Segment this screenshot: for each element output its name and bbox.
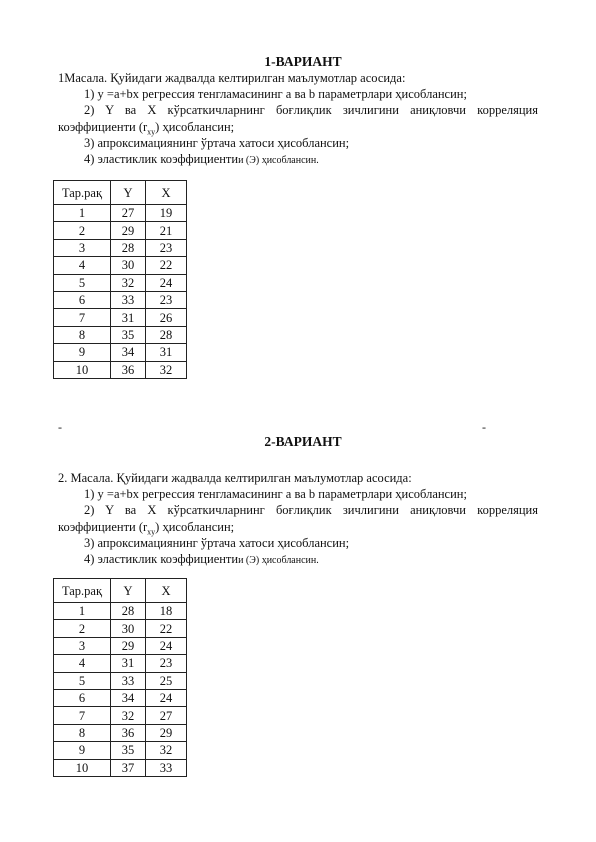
table-row: [54, 707, 187, 724]
table-row: [54, 239, 187, 256]
cell-y: 28: [111, 603, 146, 620]
table-row: [54, 257, 187, 274]
table-row: [54, 205, 187, 222]
table-row: [54, 759, 187, 776]
table-row: [54, 620, 187, 637]
task-description: Масала. Қуйидаги жадвалда келтирилган маълумотлар асосида:: [64, 71, 406, 85]
table-row: [54, 291, 187, 308]
task-text: [0, 470, 596, 569]
cell-number: 9: [54, 344, 111, 361]
column-header-number: Тар.рақ: [54, 181, 111, 205]
cell-x: 22: [146, 620, 187, 637]
cell-y: 33: [111, 672, 146, 689]
task-item-4-text: 4) эластиклик коэффициенти: [84, 552, 239, 567]
variant-title: 2-ВАРИАНТ: [264, 434, 342, 449]
cell-x: 24: [146, 637, 187, 654]
cell-x: 23: [146, 239, 187, 256]
table-row: [54, 637, 187, 654]
table-row: [54, 655, 187, 672]
cell-x: 27: [146, 707, 187, 724]
cell-number: 4: [54, 655, 111, 672]
cell-y: 35: [111, 742, 146, 759]
separator-dash-right: -: [482, 420, 486, 434]
cell-number: 8: [54, 724, 111, 741]
cell-y: 30: [111, 257, 146, 274]
cell-x: 23: [146, 655, 187, 672]
cell-number: 4: [54, 257, 111, 274]
variant-title: 1-ВАРИАНТ: [264, 54, 342, 69]
task-item-3: 3) апроксимациянинг ўртача хатоси ҳисоблансин;: [84, 535, 350, 550]
cell-y: 27: [111, 205, 146, 222]
variant-1: [0, 54, 596, 377]
task-description: Масала. Қуйидаги жадвалда келтирилган маълумотлар асосида:: [70, 471, 412, 485]
cell-y: 34: [111, 689, 146, 706]
cell-y: 36: [111, 361, 146, 378]
task-item-4-small: и (Э) ҳисоблансин.: [238, 155, 319, 167]
cell-x: 32: [146, 361, 187, 378]
table-row: [54, 222, 187, 239]
cell-number: 2: [54, 222, 111, 239]
cell-number: 7: [54, 309, 111, 326]
cell-y: 29: [111, 637, 146, 654]
table-row: [54, 689, 187, 706]
cell-y: 34: [111, 344, 146, 361]
cell-number: 6: [54, 291, 111, 308]
cell-number: 3: [54, 239, 111, 256]
task-item-2: [58, 502, 538, 537]
column-header-y: Y: [111, 579, 146, 603]
task-item-2: [58, 102, 538, 137]
cell-y: 30: [111, 620, 146, 637]
cell-number: 3: [54, 637, 111, 654]
task-item-4-small: и (Э) ҳисоблансин.: [238, 555, 319, 567]
task-item-4: [58, 151, 538, 169]
cell-number: 1: [54, 205, 111, 222]
cell-y: 31: [111, 655, 146, 672]
cell-x: 23: [146, 291, 187, 308]
table-row: [54, 344, 187, 361]
cell-x: 28: [146, 326, 187, 343]
task-item-2-end: ) ҳисоблансин;: [155, 119, 235, 134]
table-row: [54, 361, 187, 378]
table-row: [54, 309, 187, 326]
cell-y: 32: [111, 274, 146, 291]
table-row: [54, 724, 187, 741]
cell-number: 8: [54, 326, 111, 343]
column-header-x: X: [146, 181, 187, 205]
cell-y: 33: [111, 291, 146, 308]
cell-x: 21: [146, 222, 187, 239]
variant-2: [0, 434, 596, 775]
table-row: [54, 326, 187, 343]
task-item-1: 1) y =a+bx регрессия тенгламасининг a ва b параметрлари ҳисоблансин;: [84, 487, 467, 502]
cell-x: 18: [146, 603, 187, 620]
table-row: [54, 603, 187, 620]
cell-number: 6: [54, 689, 111, 706]
task-statement: [58, 470, 538, 486]
cell-y: 28: [111, 239, 146, 256]
table-header-row: [54, 181, 187, 205]
cell-x: 32: [146, 742, 187, 759]
data-table: [53, 578, 187, 777]
cell-x: 26: [146, 309, 187, 326]
task-item-2-subscript: xy: [147, 127, 156, 137]
task-number: 1: [58, 71, 65, 85]
column-header-number: Тар.рақ: [54, 579, 111, 603]
task-item-2-subscript: xy: [147, 527, 156, 537]
cell-number: 7: [54, 707, 111, 724]
cell-x: 31: [146, 344, 187, 361]
table-header-row: [54, 579, 187, 603]
cell-y: 32: [111, 707, 146, 724]
task-number: 2.: [58, 471, 71, 485]
cell-number: 10: [54, 759, 111, 776]
task-item-3: 3) апроксимациянинг ўртача хатоси ҳисоблансин;: [84, 135, 350, 150]
cell-number: 10: [54, 361, 111, 378]
cell-y: 36: [111, 724, 146, 741]
table-row: [54, 274, 187, 291]
cell-y: 31: [111, 309, 146, 326]
cell-number: 1: [54, 603, 111, 620]
cell-x: 25: [146, 672, 187, 689]
task-item-4: [58, 551, 538, 569]
cell-x: 29: [146, 724, 187, 741]
cell-number: 5: [54, 274, 111, 291]
task-text: [0, 70, 596, 169]
column-header-x: X: [146, 579, 187, 603]
cell-number: 9: [54, 742, 111, 759]
cell-x: 22: [146, 257, 187, 274]
task-statement: [58, 70, 538, 86]
task-item-4-text: 4) эластиклик коэффициенти: [84, 152, 239, 167]
separator-dash-left: -: [58, 420, 62, 434]
cell-x: 24: [146, 689, 187, 706]
task-item-2-end: ) ҳисоблансин;: [155, 519, 235, 534]
column-header-y: Y: [111, 181, 146, 205]
cell-y: 37: [111, 759, 146, 776]
cell-x: 33: [146, 759, 187, 776]
task-item-2-text: 2) Y ва X кўрсаткичларнинг боғлиқлик зичлигини аниқловчи корреляция коэффициенти (r: [58, 503, 538, 534]
cell-x: 24: [146, 274, 187, 291]
table-row: [54, 672, 187, 689]
table-row: [54, 742, 187, 759]
cell-x: 19: [146, 205, 187, 222]
task-item-2-text: 2) Y ва X кўрсаткичларнинг боғлиқлик зичлигини аниқловчи корреляция коэффициенти (r: [58, 103, 538, 134]
cell-number: 5: [54, 672, 111, 689]
data-table: [53, 180, 187, 379]
cell-y: 35: [111, 326, 146, 343]
cell-y: 29: [111, 222, 146, 239]
task-item-1: 1) y =a+bx регрессия тенгламасининг a ва b параметрлари ҳисоблансин;: [84, 87, 467, 102]
cell-number: 2: [54, 620, 111, 637]
